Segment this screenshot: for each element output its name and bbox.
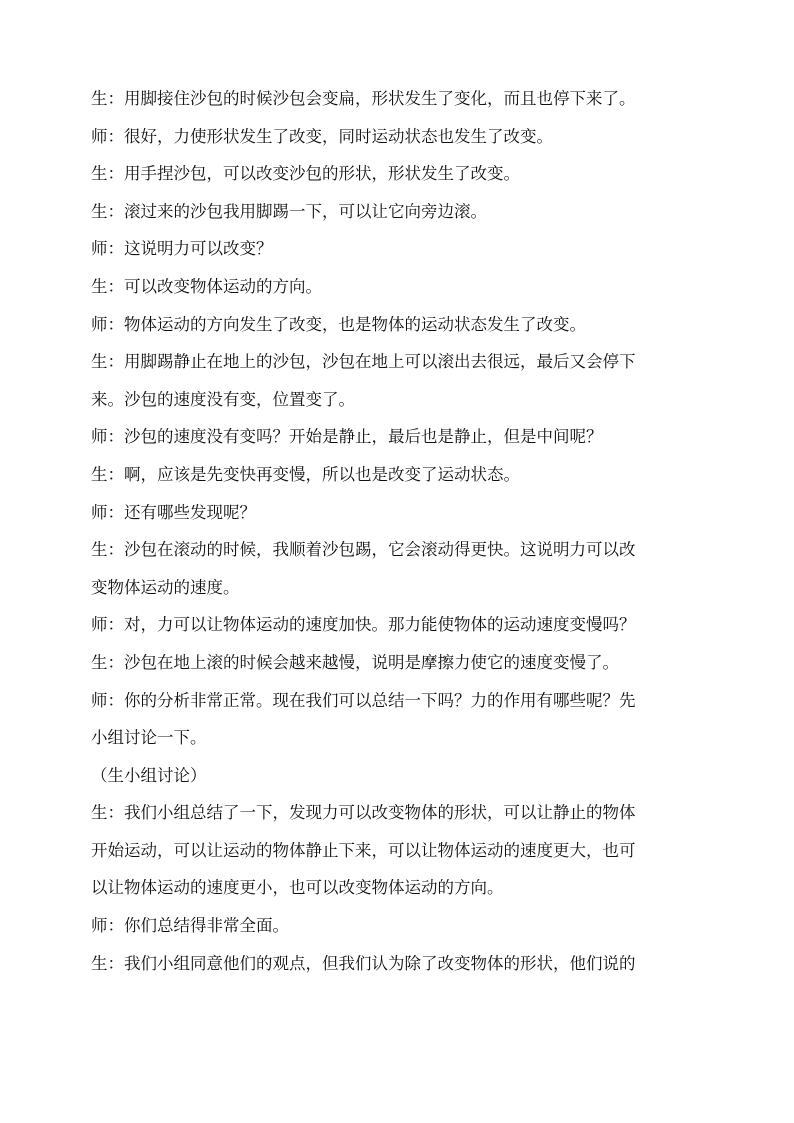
document-body xyxy=(91,80,709,982)
dialogue-line-continuation: 小组讨论一下。 xyxy=(91,728,207,748)
dialogue-line-continuation: 以让物体运动的速度更小，也可以改变物体运动的方向。 xyxy=(91,878,504,898)
dialogue-line-student: 生：用手捏沙包，可以改变沙包的形状，形状发生了改变。 xyxy=(91,164,520,184)
dialogue-line-teacher: 师：还有哪些发现呢？ xyxy=(91,502,256,522)
dialogue-line-teacher: 师：沙包的速度没有变吗？开始是静止，最后也是静止，但是中间呢？ xyxy=(91,427,603,447)
dialogue-line-teacher: 师：物体运动的方向发生了改变，也是物体的运动状态发生了改变。 xyxy=(91,314,586,334)
dialogue-line-student: 生：用脚踢静止在地上的沙包，沙包在地上可以滚出去很远，最后又会停下 xyxy=(91,352,636,372)
dialogue-line-continuation: 变物体运动的速度。 xyxy=(91,577,240,597)
dialogue-line-teacher: 师：这说明力可以改变？ xyxy=(91,239,273,259)
dialogue-line-student: 生：可以改变物体运动的方向。 xyxy=(91,276,322,296)
dialogue-line-student: 生：我们小组同意他们的观点，但我们认为除了改变物体的形状，他们说的 xyxy=(91,953,636,973)
dialogue-line-student: 生：我们小组总结了一下，发现力可以改变物体的形状，可以让静止的物体 xyxy=(91,803,636,823)
dialogue-line-student: 生：啊，应该是先变快再变慢，所以也是改变了运动状态。 xyxy=(91,464,520,484)
dialogue-line-student: 生：滚过来的沙包我用脚踢一下，可以让它向旁边滚。 xyxy=(91,201,487,221)
dialogue-line-student: 生：沙包在滚动的时候，我顺着沙包踢，它会滚动得更快。这说明力可以改 xyxy=(91,540,636,560)
dialogue-line-teacher: 师：对，力可以让物体运动的速度加快。那力能使物体的运动速度变慢吗？ xyxy=(91,615,636,635)
dialogue-line-continuation: 来。沙包的速度没有变，位置变了。 xyxy=(91,389,355,409)
dialogue-line-continuation: 开始运动，可以让运动的物体静止下来，可以让物体运动的速度更大，也可 xyxy=(91,840,636,860)
dialogue-line-teacher: 师：你们总结得非常全面。 xyxy=(91,916,289,936)
dialogue-line-student: 生：用脚接住沙包的时候沙包会变扁，形状发生了变化，而且也停下来了。 xyxy=(91,89,636,108)
dialogue-line-student: 生：沙包在地上滚的时候会越来越慢，说明是摩擦力使它的速度变慢了。 xyxy=(91,652,619,672)
dialogue-line-teacher: 师：你的分析非常正常。现在我们可以总结一下吗？力的作用有哪些呢？先 xyxy=(91,690,636,710)
dialogue-line-teacher: 师：很好，力使形状发生了改变，同时运动状态也发生了改变。 xyxy=(91,126,553,146)
stage-direction: （生小组讨论） xyxy=(91,765,207,785)
